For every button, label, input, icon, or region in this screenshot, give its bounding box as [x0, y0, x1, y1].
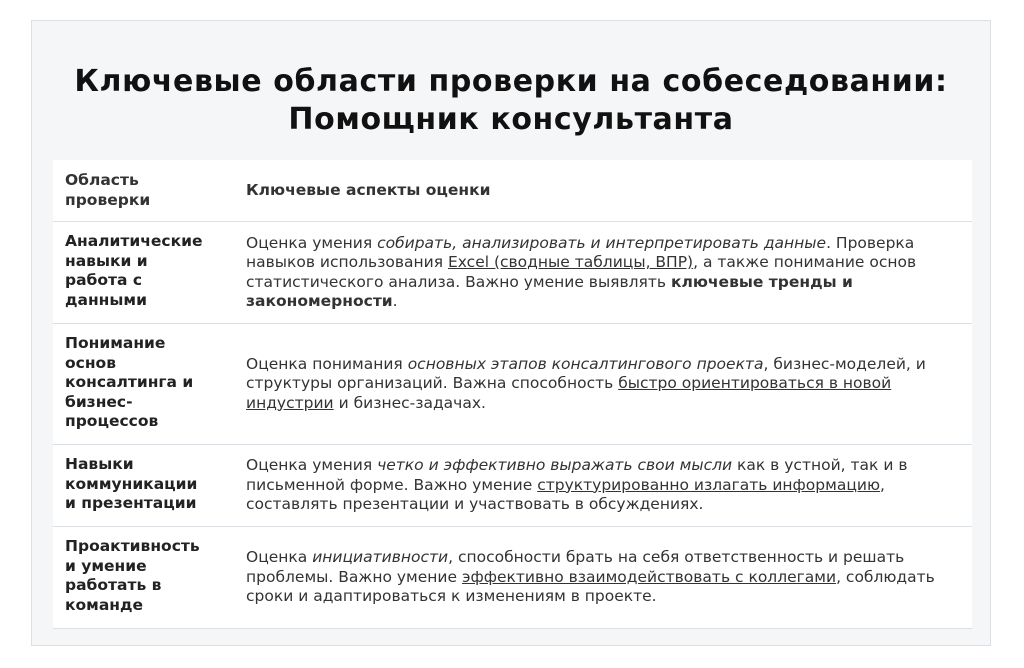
- description-cell: [222, 527, 972, 629]
- description-cell: [222, 445, 972, 527]
- assessment-table: [53, 160, 972, 629]
- plain-text: и бизнес-задачах.: [333, 393, 486, 412]
- page-title-line-1: Ключевые области проверки на собеседовании:: [74, 64, 948, 99]
- plain-text: Оценка: [246, 548, 313, 567]
- table-row: [53, 527, 972, 629]
- table-row: [53, 222, 972, 324]
- area-cell: Навыки коммуникации и презентации: [53, 445, 222, 527]
- plain-text: , соблюдать сроки и адаптироваться к изменениям в проекте.: [246, 567, 935, 606]
- table-row: [53, 324, 972, 445]
- emphasis-text: собирать, анализировать и интерпретировать данные: [377, 233, 827, 252]
- content-card: [31, 20, 991, 646]
- plain-text: Оценка понимания: [246, 354, 408, 373]
- plain-text: . Проверка навыков использования: [246, 233, 915, 271]
- underlined-text: быстро ориентироваться в новой индустрии: [246, 374, 892, 412]
- emphasis-text: инициативности: [312, 548, 449, 567]
- plain-text: Оценка умения: [246, 233, 378, 252]
- plain-text: , бизнес-моделей, и структуры организаций. Важна способность: [246, 354, 926, 393]
- table-row: [53, 445, 972, 527]
- plain-text: Оценка умения: [246, 456, 378, 475]
- page-title-line-2: Помощник консультанта: [288, 102, 734, 137]
- column-header-area: Область проверки: [53, 160, 222, 222]
- emphasis-text: основных этапов консалтингового проекта: [407, 354, 764, 373]
- plain-text: .: [392, 292, 398, 310]
- area-cell: Аналитические навыки и работа с данными: [53, 222, 222, 324]
- plain-text: , способности брать на себя ответственность и решать проблемы. Важно умение: [246, 548, 905, 586]
- page-title: [32, 63, 990, 139]
- plain-text: , составлять презентации и участвовать в обсуждениях.: [246, 475, 885, 514]
- area-cell: Понимание основ консалтинга и бизнес-процессов: [53, 324, 222, 445]
- underlined-text: Excel (сводные таблицы, ВПР): [447, 253, 694, 271]
- table-header-row: [53, 160, 972, 222]
- description-cell: [222, 222, 972, 324]
- underlined-text: эффективно взаимодействовать с коллегами: [461, 567, 837, 586]
- column-header-aspects: Ключевые аспекты оценки: [222, 160, 972, 222]
- plain-text: как в устной, так и в письменной форме. Важно умение: [246, 456, 908, 494]
- area-cell: Проактивность и умение работать в команде: [53, 527, 222, 629]
- emphasis-text: четко и эффективно выражать свои мысли: [377, 456, 733, 475]
- description-cell: [222, 324, 972, 445]
- plain-text: , а также понимание основ статистического анализа. Важно умение выявлять: [246, 253, 917, 291]
- bold-text: ключевые тренды и закономерности: [246, 272, 853, 310]
- underlined-text: структурированно излагать информацию: [537, 475, 880, 494]
